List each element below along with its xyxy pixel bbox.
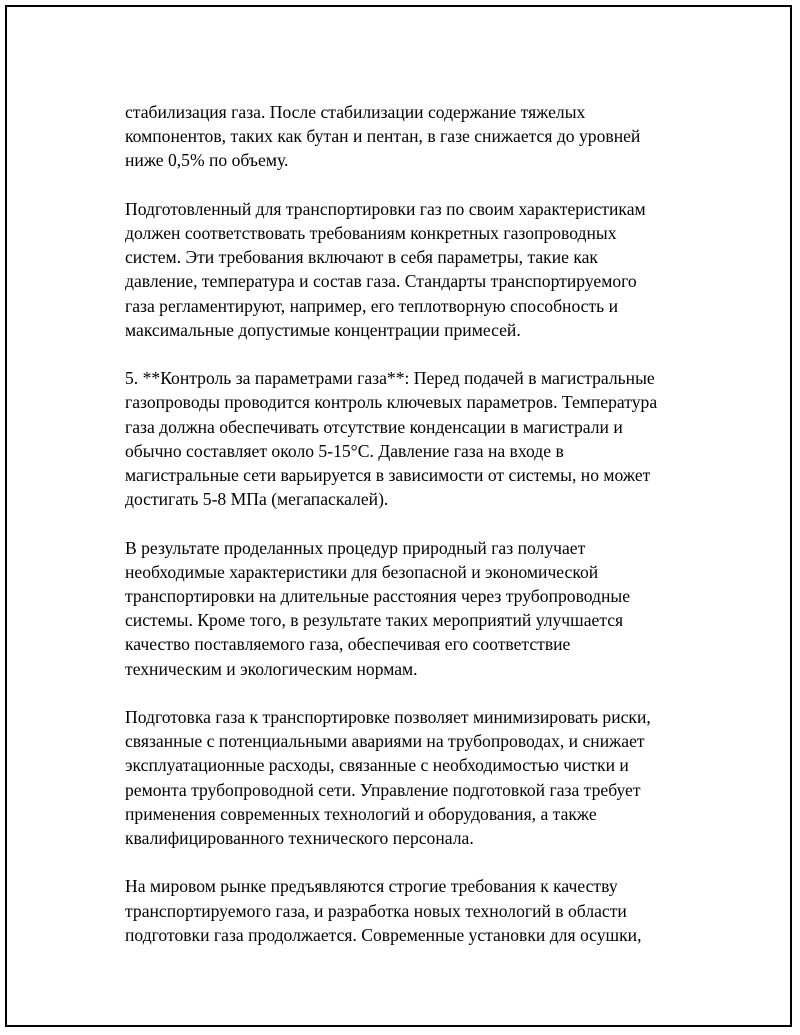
text-line: Подготовка газа к транспортировке позволяет минимизировать риски,: [125, 707, 651, 728]
text-line: достигать 5-8 МПа (мегапаскалей).: [125, 489, 389, 510]
text-line: стабилизация газа. После стабилизации содержание тяжелых: [125, 102, 586, 122]
paragraph-risk-reduction: [125, 705, 695, 850]
text-line: качество поставляемого газа, обеспечивая его соответствие: [125, 634, 571, 655]
text-line: газа должна обеспечивать отсутствие конденсации в магистрали и: [125, 416, 623, 437]
text-line: необходимые характеристики для безопасной и экономической: [125, 561, 599, 582]
paragraph-transport-requirements: [125, 197, 695, 342]
paragraph-results: [125, 536, 695, 681]
text-line: эксплуатационные расходы, связанные с необходимостью чистки и: [125, 755, 629, 776]
text-line: ремонта трубопроводной сети. Управление подготовкой газа требует: [125, 779, 641, 800]
text-line: применения современных технологий и оборудования, а также: [125, 803, 597, 824]
paragraph-world-market: [125, 874, 695, 947]
text-line: газа регламентируют, например, его теплотворную способность и: [125, 295, 619, 316]
text-line: магистральные сети варьируется в зависимости от системы, но может: [125, 465, 651, 486]
text-line: подготовки газа продолжается. Современные установки для осушки,: [125, 924, 642, 945]
text-line: обычно составляет около 5-15°C. Давление газа на входе в: [125, 440, 564, 461]
text-line: газопроводы проводится контроль ключевых параметров. Температура: [125, 392, 658, 413]
text-line: 5. **Контроль за параметрами газа**: Перед подачей в магистральные: [125, 368, 655, 389]
text-line: транспортируемого газа, и разработка новых технологий в области: [125, 900, 627, 921]
text-line: транспортировки на длительные расстояния через трубопроводные: [125, 586, 631, 607]
text-line: техническим и экологическим нормам.: [125, 658, 418, 679]
text-line: Подготовленный для транспортировки газ по своим характеристикам: [125, 198, 646, 219]
text-line: системы. Кроме того, в результате таких мероприятий улучшается: [125, 610, 624, 631]
text-line: связанные с потенциальными авариями на трубопроводах, и снижает: [125, 731, 645, 752]
page-frame: [5, 5, 792, 1027]
text-line: давление, температура и состав газа. Стандарты транспортируемого: [125, 271, 637, 292]
text-line: В результате проделанных процедур природный газ получает: [125, 537, 586, 558]
text-line: квалифицированного технического персонала.: [125, 828, 474, 849]
paragraph-parameter-control: [125, 366, 695, 511]
text-line: должен соответствовать требованиям конкретных газопроводных: [125, 223, 617, 243]
text-line: На мировом рынке предъявляются строгие требования к качеству: [125, 876, 618, 897]
paragraph-stabilization: [125, 100, 695, 173]
text-line: компонентов, таких как бутан и пентан, в газе снижается до уровней: [125, 126, 641, 147]
text-line: систем. Эти требования включают в себя параметры, такие как: [125, 247, 598, 268]
document-body: [125, 100, 695, 971]
text-line: максимальные допустимые концентрации примесей.: [125, 319, 521, 340]
text-line: ниже 0,5% по объему.: [125, 150, 289, 171]
